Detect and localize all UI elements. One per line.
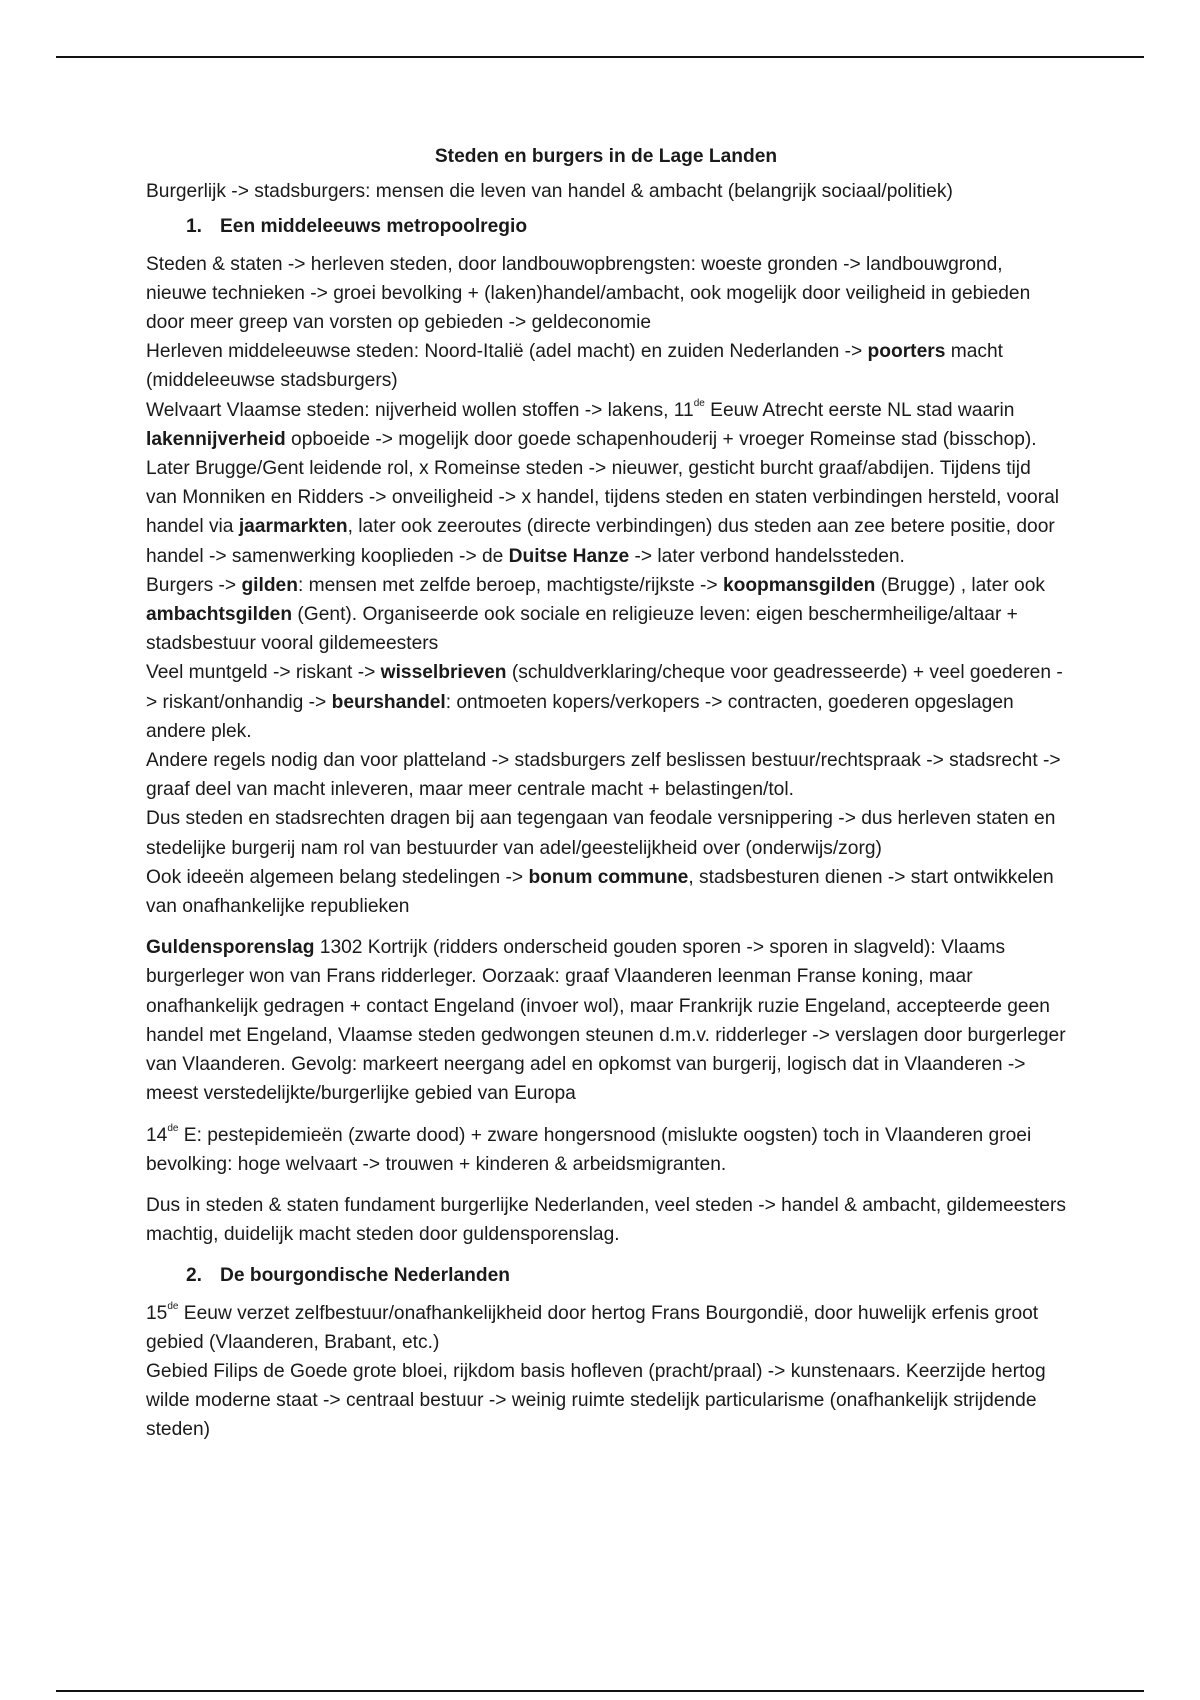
bold-term: beurshandel bbox=[331, 691, 446, 713]
paragraph: Ook ideeën algemeen belang stedelingen -> bonum commune, stadsbesturen dienen -> start ontwikkelen van onafhankelijke republieken bbox=[146, 866, 1054, 918]
section-title: De bourgondische Nederlanden bbox=[220, 1265, 510, 1287]
paragraph: Gebied Filips de Goede grote bloei, rijkdom basis hofleven (pracht/praal) -> kunstenaars. Keerzijde hertog wilde moderne staat -> centraal bestuur -> weinig ruimte stedelijk particularisme (onafhankelijk strijdende steden) bbox=[146, 1360, 1046, 1441]
top-rule bbox=[56, 56, 1144, 58]
bold-term: lakennijverheid bbox=[146, 428, 286, 450]
document-title: Steden en burgers in de Lage Landen bbox=[434, 146, 778, 167]
section-number: 2. bbox=[186, 1265, 203, 1287]
section-title: Een middeleeuws metropoolregio bbox=[220, 216, 528, 238]
bold-term: ambachtsgilden bbox=[146, 604, 293, 626]
paragraph: Steden & staten -> herleven steden, door landbouwopbrengsten: woeste gronden -> landbouwgrond, nieuwe technieken -> groei bevolking + (laken)handel/ambacht, ook mogelijk door veiligheid in gebieden door meer greep van vorsten op gebieden -> geldeconomie bbox=[146, 253, 1031, 334]
paragraph: Dus steden en stadsrechten dragen bij aan tegengaan van feodale versnippering -> dus herleven staten en stedelijke burgerij nam rol van bestuurder van adel/geestelijkheid over (onderwijs/zorg) bbox=[146, 808, 1056, 859]
section-heading-1 bbox=[186, 212, 1066, 241]
bold-term: Duitse Hanze bbox=[508, 545, 630, 567]
section-2-block bbox=[146, 1299, 1066, 1445]
paragraph: Dus in steden & staten fundament burgerlijke Nederlanden, veel steden -> handel & ambacht, gildemeesters machtig, duidelijk macht steden door guldensporenslag. bbox=[146, 1194, 1066, 1246]
section-number: 1. bbox=[186, 216, 203, 238]
paragraph: Veel muntgeld -> riskant -> wisselbrieven (schuldverklaring/cheque voor geadresseerde) + veel goederen -> riskant/onhandig -> beurshandel: ontmoeten kopers/verkopers -> contracten, goederen opgeslagen andere plek. bbox=[146, 662, 1063, 742]
bold-term: bonum commune bbox=[528, 866, 689, 888]
bold-term: koopmansgilden bbox=[722, 574, 876, 596]
paragraph: 14de E: pestepidemieën (zwarte dood) + zware hongersnood (mislukte oogsten) toch in Vlaanderen groei bevolking: hoge welvaart -> trouwen + kinderen & arbeidsmigranten. bbox=[146, 1123, 1032, 1175]
bold-term: gilden bbox=[241, 574, 298, 596]
document-page bbox=[146, 142, 1066, 1445]
paragraph: Herleven middeleeuwse steden: Noord-Italië (adel macht) en zuiden Nederlanden -> poorters macht (middeleeuwse stadsburgers) bbox=[146, 341, 1003, 392]
bold-term: poorters bbox=[867, 341, 946, 363]
section-heading-2 bbox=[186, 1261, 1066, 1290]
paragraph: Burgers -> gilden: mensen met zelfde beroep, machtigste/rijkste -> koopmansgilden (Brugge) , later ook ambachtsgilden (Gent). Organiseerde ook sociale en religieuze leven: eigen beschermheilige/altaar + stadsbestuur vooral gildemeesters bbox=[146, 574, 1045, 655]
bold-term: jaarmarkten bbox=[238, 516, 348, 538]
section-1-block bbox=[146, 250, 1066, 1250]
paragraph: 15de Eeuw verzet zelfbestuur/onafhankelijkheid door hertog Frans Bourgondië, door huwelijk erfenis groot gebied (Vlaanderen, Brabant, etc.) bbox=[146, 1301, 1039, 1353]
paragraph: Andere regels nodig dan voor platteland -> stadsburgers zelf beslissen bestuur/rechtspraak -> stadsrecht -> graaf deel van macht inleveren, maar meer centrale macht + belastingen/tol. bbox=[146, 750, 1061, 801]
bold-term: Guldensporenslag bbox=[146, 937, 315, 959]
bottom-rule bbox=[56, 1690, 1144, 1692]
paragraph: Welvaart Vlaamse steden: nijverheid wollen stoffen -> lakens, 11de Eeuw Atrecht eerste NL stad waarin lakennijverheid opboeide -> mogelijk door goede schapenhouderij + vroeger Romeinse stad (bisschop). Later Brugge/Gent leidende rol, x Romeinse steden -> nieuwer, gesticht burcht graaf/abdijen. Tijdens tijd van Monniken en Ridders -> onveiligheid -> x handel, tijdens steden en staten verbindingen hersteld, vooral handel via jaarmarkten, later ook zeeroutes (directe verbindingen) dus steden aan zee betere positie, door handel -> samenwerking kooplieden -> de Duitse Hanze -> later verbond handelssteden. bbox=[146, 398, 1060, 567]
bold-term: wisselbrieven bbox=[380, 662, 507, 684]
intro-paragraph: Burgerlijk -> stadsburgers: mensen die leven van handel & ambacht (belangrijk sociaal/politiek) bbox=[146, 181, 953, 203]
paragraph: Guldensporenslag 1302 Kortrijk (ridders onderscheid gouden sporen -> sporen in slagveld): Vlaams burgerleger won van Frans ridderleger. Oorzaak: graaf Vlaanderen leenman Franse koning, maar onafhankelijk gedragen + contact Engeland (invoer wol), maar Frankrijk ruzie Engeland, accepteerde geen handel met Engeland, Vlaamse steden gedwongen steunen d.m.v. ridderleger -> verslagen door burgerleger van Vlaanderen. Gevolg: markeert neergang adel en opkomst van burgerij, logisch dat in Vlaanderen -> meest verstedelijkte/burgerlijke gebied van Europa bbox=[146, 937, 1066, 1105]
